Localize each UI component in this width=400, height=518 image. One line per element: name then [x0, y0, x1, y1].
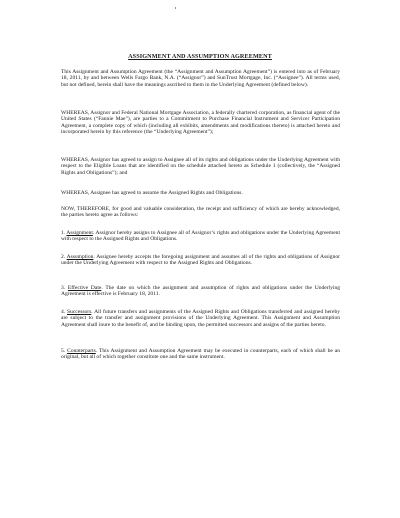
- section-text: . This Assignment and Assumption Agreement may be executed in counterparts, each of which shall be an original, but all of which together constitute one and the same instrument.: [61, 348, 340, 361]
- now-therefore-paragraph: NOW, THEREFORE, for good and valuable consideration, the receipt and sufficiency of which are hereby acknowledged, the parties hereto agree as follows:: [61, 206, 340, 219]
- section-heading: Successors: [66, 309, 92, 315]
- section-5: [61, 348, 340, 361]
- section-1: [61, 230, 340, 243]
- section-heading: Assignment: [66, 230, 93, 236]
- whereas-paragraph-2: WHEREAS, Assignor has agreed to assign to Assignee all of its rights and obligations under the Underlying Agreement with respect to the Eligible Loans that are identified on the schedule attached hereto as Schedule 1 (collectively, the “Assigned Rights and Obligations”); and: [61, 157, 340, 176]
- section-text: . Assignor hereby assigns to Assignee all of Assignor’s rights and obligations under the Underlying Agreement with respect to the Assigned Rights and Obligations.: [61, 230, 340, 243]
- section-4: [61, 309, 340, 328]
- whereas-paragraph-1: WHEREAS, Assignor and Federal National Mortgage Association, a federally chartered corporation, as financial agent of the United States (“Fannie Mae”), are parties to a Commitment to Purchase Financial Instrument and Servicer Participation Agreement, a complete copy of which (including all exhibits, amendments and modifications thereto) is attached hereto and incorporated herein by this reference (the “Underlying Agreement”);: [61, 110, 340, 136]
- section-number: 4.: [61, 309, 66, 315]
- section-text: . Assignee hereby accepts the foregoing assignment and assumes all of the rights and obligations of Assignor under the Underlying Agreement with respect to the Assigned Rights and Obligations.: [61, 254, 340, 267]
- intro-paragraph: This Assignment and Assumption Agreement (the “Assignment and Assumption Agreement”) is entered into as of February 18, 2011, by and between Wells Fargo Bank, N.A. (“Assignor”) and SunTrust Mortgage, Inc. (“Assignee”). All terms used, but not defined, herein shall have the meanings ascribed to them in the Underlying Agreement (defined below).: [61, 69, 340, 88]
- scan-speck: [175, 7, 176, 9]
- section-number: 3.: [61, 285, 66, 291]
- section-number: 5.: [61, 348, 66, 354]
- section-heading: Effective Date: [67, 285, 102, 291]
- whereas-paragraph-3: WHEREAS, Assignee has agreed to assume the Assigned Rights and Obligations.: [61, 190, 243, 196]
- section-text: . The date on which the assignment and assumption of rights and obligations under the Underlying Agreement is effective is February 18, 2011.: [61, 285, 340, 298]
- section-text: . All future transfers and assignments of the Assigned Rights and Obligations transferred and assigned hereby are subject to the transfer and assignment provisions of the Underlying Agreement. This Assignment and Assumption Agreement shall inure to the benefit of, and be binding upon, the permitted successors and assigns of the parties hereto.: [61, 309, 340, 328]
- section-heading: Assumption: [66, 254, 94, 260]
- section-3: [61, 285, 340, 298]
- section-number: 1.: [61, 230, 66, 236]
- section-2: [61, 254, 340, 267]
- section-heading: Counterparts: [67, 348, 96, 354]
- document-title: ASSIGNMENT AND ASSUMPTION AGREEMENT: [128, 53, 272, 60]
- section-number: 2.: [61, 254, 66, 260]
